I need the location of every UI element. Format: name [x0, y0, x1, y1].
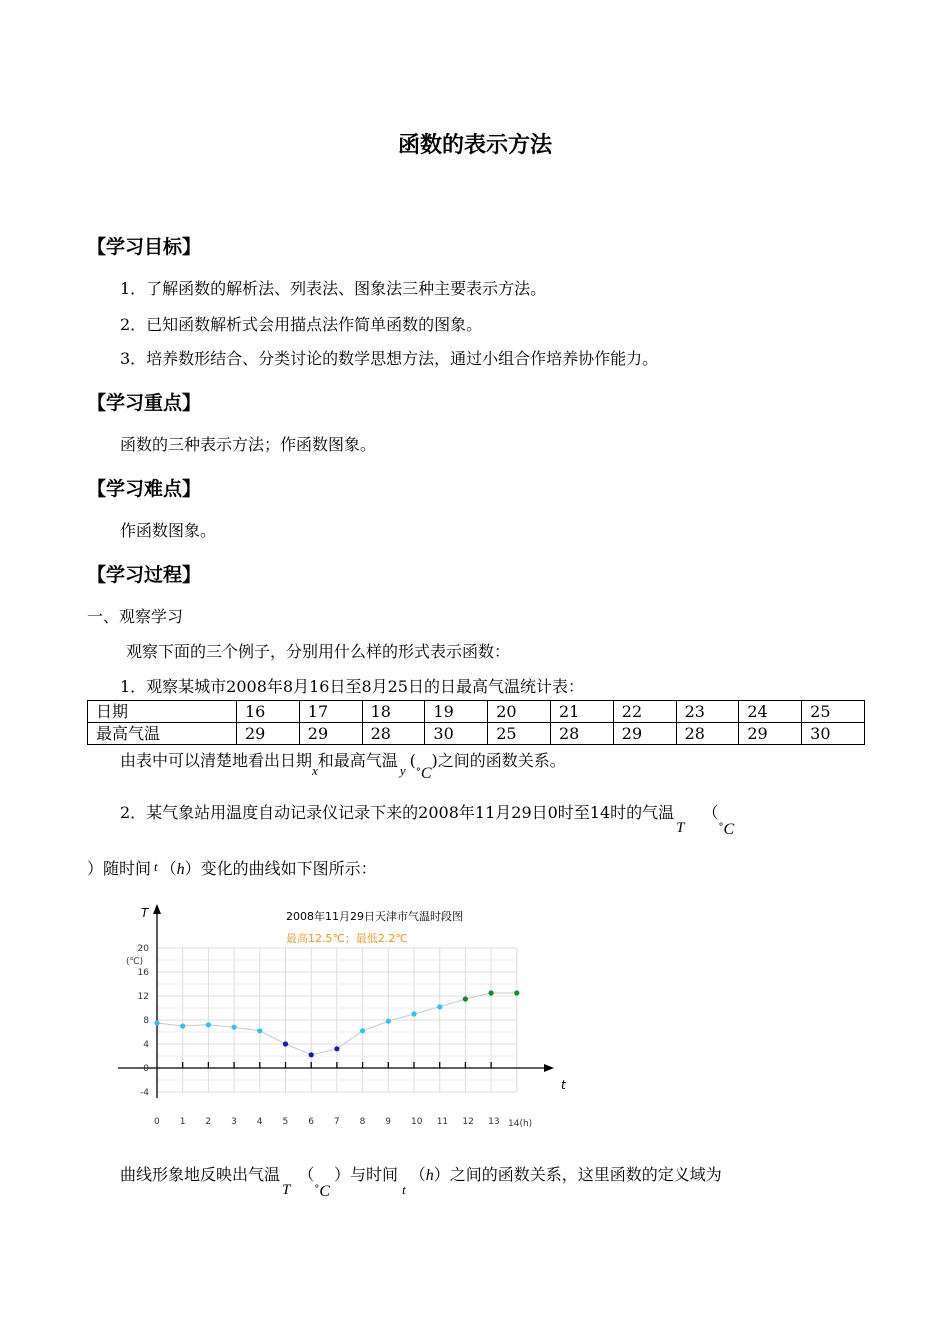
x-tick-label: 11 — [436, 1117, 449, 1127]
table-cell: 29 — [237, 723, 300, 745]
table-cell: 30 — [802, 723, 865, 745]
y-tick-label: 20 — [137, 944, 149, 954]
x-tick-label: 9 — [385, 1117, 392, 1127]
x-tick-label: 10 — [411, 1117, 423, 1127]
temperature-table — [87, 700, 865, 745]
data-point — [180, 1023, 185, 1028]
data-point — [206, 1022, 211, 1027]
math-T: T — [282, 1182, 291, 1198]
math-x: x — [312, 763, 318, 778]
table-cell: 18 — [362, 701, 425, 723]
y-tick-label: 0 — [143, 1064, 149, 1074]
x-axis-label: t — [561, 1078, 566, 1092]
x-axis-arrow — [544, 1064, 554, 1072]
table-cell: 25 — [802, 701, 865, 723]
table-header-date: 日期 — [88, 701, 237, 723]
chart-ticks — [138, 944, 500, 1127]
data-point — [232, 1025, 237, 1030]
x-tick-label: 7 — [333, 1117, 340, 1127]
table-cell: 29 — [739, 723, 802, 745]
temperature-chart — [110, 896, 580, 1136]
x-tick-label: 4 — [256, 1117, 263, 1127]
math-y: y — [399, 763, 406, 778]
x-tick-label: 0 — [154, 1117, 160, 1127]
y-axis-unit: (℃) — [126, 957, 144, 967]
table-cell: 17 — [299, 701, 362, 723]
data-point — [514, 990, 519, 995]
x-tick-label: 13 — [488, 1117, 500, 1127]
table-cell: 24 — [739, 701, 802, 723]
data-point — [154, 1020, 159, 1025]
data-point — [411, 1011, 416, 1016]
x-tick-label: 6 — [308, 1117, 314, 1127]
focus-text: 函数的三种表示方法；作函数图象。 — [120, 435, 377, 454]
y-tick-label: 16 — [137, 968, 149, 978]
table-cell: 19 — [425, 701, 488, 723]
table-cell: 28 — [362, 723, 425, 745]
page-title: 函数的表示方法 — [397, 133, 552, 158]
x-axis-unit: 14(h) — [508, 1119, 533, 1129]
section-heading-process: 【学习过程】 — [87, 564, 202, 586]
chart-subtitle: 最高12.5℃；最低2.2℃ — [286, 932, 408, 945]
table-cell: 29 — [299, 723, 362, 745]
table-cell: 21 — [550, 701, 613, 723]
x-tick-label: 2 — [205, 1117, 212, 1127]
data-point — [489, 990, 494, 995]
y-tick-label: 12 — [137, 992, 149, 1002]
data-point — [309, 1052, 314, 1057]
y-axis-arrow — [153, 904, 161, 914]
table-cell: 30 — [425, 723, 488, 745]
example-1-text: 1．观察某城市2008年8月16日至8月25日的日最高气温统计表： — [120, 677, 584, 696]
table-cell: 20 — [488, 701, 551, 723]
x-tick-label: 3 — [231, 1117, 237, 1127]
difficulty-text: 作函数图象。 — [120, 521, 217, 540]
math-T: T — [676, 820, 685, 836]
example-2-text: 2．某气象站用温度自动记录仪记录下来的2008年11月29日0时至14时的气温$T(^\circ C$ — [120, 803, 735, 838]
data-point — [437, 1004, 442, 1009]
y-tick-label: 4 — [143, 1040, 149, 1050]
part1-title: 一、观察学习 — [87, 607, 184, 626]
data-point — [257, 1028, 262, 1033]
table-header-temp: 最高气温 — [88, 723, 237, 745]
data-point — [283, 1041, 288, 1046]
chart-grid — [157, 948, 517, 1092]
table-cell: 16 — [237, 701, 300, 723]
table-cell: 23 — [676, 701, 739, 723]
data-point — [360, 1028, 365, 1033]
table-row — [88, 723, 865, 745]
data-point — [334, 1046, 339, 1051]
data-point — [386, 1019, 391, 1024]
chart-title: 2008年11月29日天津市气温时段图 — [286, 910, 463, 923]
table-cell: 25 — [488, 723, 551, 745]
y-tick-label: 8 — [143, 1016, 149, 1026]
x-tick-label: 5 — [282, 1117, 289, 1127]
table-cell: 28 — [676, 723, 739, 745]
data-point — [463, 996, 468, 1001]
closing-text: 曲线形象地反映出气温$T(^\circ C)$与时间$_t$（h）之间的函数关系，这里函数的定义域为 — [120, 1165, 722, 1200]
intro-text: 观察下面的三个例子，分别用什么样的形式表示函数： — [126, 642, 511, 661]
x-tick-label: 8 — [359, 1117, 366, 1127]
x-tick-label: 1 — [179, 1117, 186, 1127]
goal-item-2: 2．已知函数解析式会用描点法作简单函数的图象。 — [120, 315, 483, 334]
example-1-note: 由表中可以清楚地看出日期$_x$和最高气温$_y(^\circ C)$之间的函数关系。 — [120, 751, 566, 782]
math-t: t — [402, 1182, 406, 1197]
section-heading-difficulty: 【学习难点】 — [87, 478, 202, 500]
y-axis-label: T — [141, 906, 149, 920]
example-2-text-cont: ）随时间 t （h）变化的曲线如下图所示： — [87, 859, 377, 878]
section-heading-focus: 【学习重点】 — [87, 392, 202, 414]
y-tick-label: -4 — [140, 1088, 149, 1098]
section-heading-goals: 【学习目标】 — [87, 236, 202, 258]
table-row — [88, 701, 865, 723]
math-t: t — [154, 859, 158, 874]
table-cell: 28 — [550, 723, 613, 745]
table-cell: 22 — [613, 701, 676, 723]
goal-item-3: 3．培养数形结合、分类讨论的数学思想方法，通过小组合作培养协作能力。 — [120, 349, 659, 368]
x-tick-label: 12 — [462, 1117, 474, 1127]
goal-item-1: 1．了解函数的解析法、列表法、图象法三种主要表示方法。 — [120, 279, 547, 298]
table-cell: 29 — [613, 723, 676, 745]
